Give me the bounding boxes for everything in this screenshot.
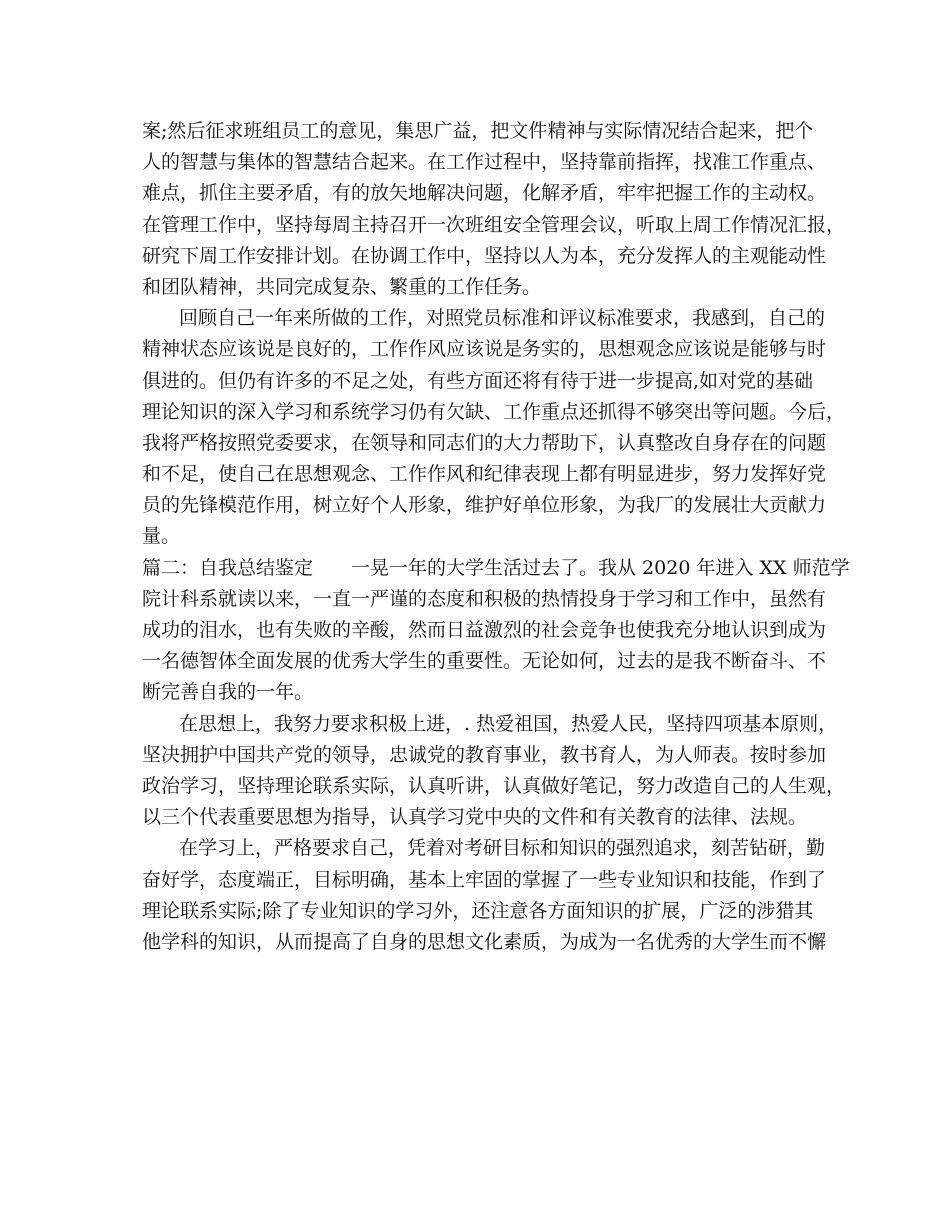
paragraph-line: 在学习上，严格要求自己，凭着对考研目标和知识的强烈追求，刻苦钻研，勤 [179, 837, 826, 860]
section-heading-line [142, 553, 850, 584]
paragraph-line: 院计科系就读以来，一直一严谨的态度和积极的热情投身于学习和工作中，虽然有 [142, 587, 827, 610]
paragraph-line: 精神状态应该说是良好的，工作作风应该说是务实的，思想观念应该说是能够与时 [142, 338, 827, 361]
paragraph-line: 以三个代表重要思想为指导，认真学习党中央的文件和有关教育的法律、法规。 [142, 806, 808, 829]
paragraph-line: 坚决拥护中国共产党的领导，忠诚党的教育事业，教书育人，为人师表。按时参加 [142, 743, 827, 766]
paragraph-line: 量。 [142, 525, 181, 548]
paragraph-line: 一名德智体全面发展的优秀大学生的重要性。无论如何，过去的是我不断奋斗、不 [142, 650, 827, 673]
paragraph-line: 断完善自我的一年。 [142, 681, 314, 704]
paragraph-line: 案;然后征求班组员工的意见，集思广益，把文件精神与实际情况结合起来，把个 [142, 120, 814, 142]
paragraph-line: 理论知识的深入学习和系统学习仍有欠缺、工作重点还抓得不够突出等问题。今后， [142, 400, 846, 423]
paragraph-line: 研究下周工作安排计划。在协调工作中，坚持以人为本，充分发挥人的主观能动性 [142, 244, 827, 267]
document-body [142, 116, 850, 958]
paragraph-line: 和团队精神，共同完成复杂、繁重的工作任务。 [142, 275, 542, 298]
paragraph-line: 和不足，使自己在思想观念、工作作风和纪律表现上都有明显进步，努力发挥好党 [142, 463, 827, 486]
paragraph-line: 在管理工作中，坚持每周主持召开一次班组安全管理会议，听取上周工作情况汇报， [142, 213, 846, 236]
paragraph-line: 难点，抓住主要矛盾，有的放矢地解决问题，化解矛盾，牢牢把握工作的主动权。 [142, 182, 827, 205]
paragraph-line: 人的智慧与集体的智慧结合起来。在工作过程中，坚持靠前指挥，找准工作重点、 [142, 151, 827, 174]
paragraph-line: 理论联系实际;除了专业知识的学习外，还注意各方面知识的扩展，广泛的涉猎其 [142, 899, 814, 922]
paragraph-line: 我将严格按照党委要求，在领导和同志们的大力帮助下，认真整改自身存在的问题 [142, 431, 827, 454]
paragraph-line: 回顾自己一年来所做的工作，对照党员标准和评议标准要求，我感到，自己的 [179, 307, 826, 330]
paragraph-line: 奋好学，态度端正，目标明确，基本上牢固的掌握了一些专业知识和技能，作到了 [142, 868, 827, 891]
paragraph-line: 俱进的。但仍有许多的不足之处，有些方面还将有待于进一步提高,如对党的基础 [142, 369, 814, 392]
section-first-text: 一晃一年的大学生活过去了。我从 2020 年进入 XX 师范学 [351, 556, 850, 579]
section-heading: 篇二：自我总结鉴定 [142, 556, 314, 579]
paragraph-line: 他学科的知识，从而提高了自身的思想文化素质，为成为一名优秀的大学生而不懈 [142, 930, 827, 953]
paragraph-line: 政治学习，坚持理论联系实际，认真听讲，认真做好笔记，努力改造自己的人生观， [142, 774, 846, 797]
paragraph-line: 在思想上，我努力要求积极上进，. 热爱祖国，热爱人民，坚持四项基本原则， [179, 712, 838, 735]
paragraph-line: 员的先锋模范作用，树立好个人形象，维护好单位形象，为我厂的发展壮大贡献力 [142, 494, 827, 517]
paragraph-line: 成功的泪水，也有失败的辛酸，然而日益激烈的社会竞争也使我充分地认识到成为 [142, 619, 827, 641]
